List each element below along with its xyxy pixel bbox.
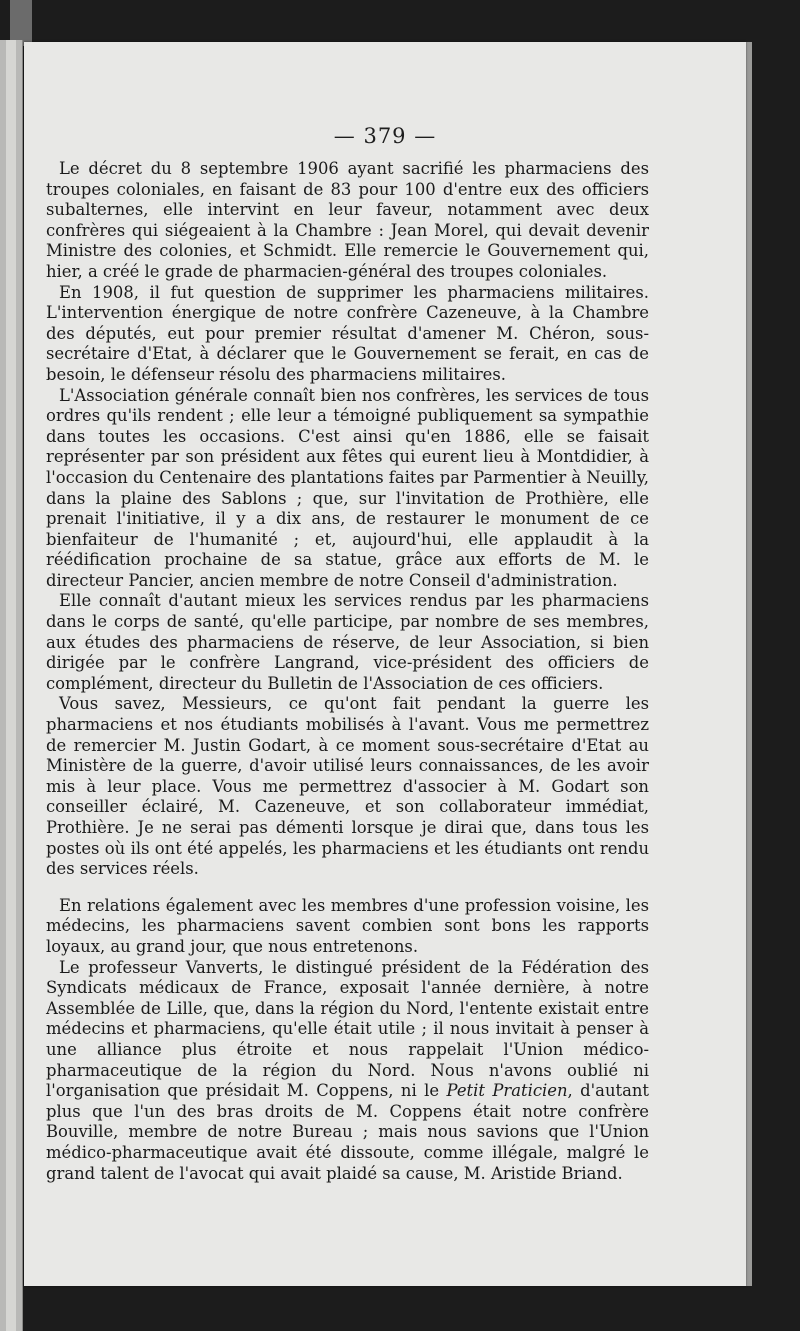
paragraph-decree-1906: Le décret du 8 septembre 1906 ayant sacrifié les pharmaciens des troupes coloniales, en faisant de 83 pour 100 d'entre eux des officiers subalternes, elle intervint en leur faveur, notamment avec deux confrères qui siégeaient à la Chambre : Jean Morel, qui devait devenir Ministre des colonies, et Schmidt. Elle remercie le Gouvernement qui, hier, a créé le grade de pharmacien-général des troupes coloniales. [46, 159, 649, 281]
paragraph-services-rendus: Elle connaît d'autant mieux les services rendus par les pharmaciens dans le corps de santé, qu'elle participe, par nombre de ses membres, aux études des pharmaciens de réserve, de leur Association, si bien dirigée par le confrère Langrand, vice-président des officiers de complément, directeur du Bulletin de l'Association de ces officiers. [46, 591, 649, 693]
previous-page-sliver [6, 40, 16, 1331]
paragraph-vanverts-end: , d'autant plus que l'un des bras droits de M. Coppens était notre confrère Bouville, membre de notre Bureau ; mais nous savions que l'Union médico-pharmaceutique avait été dissoute, comme illégale, malgré le grand talent de l'avocat qui avait plaidé sa cause, M. Aristide Briand. [46, 1081, 650, 1183]
body-text [46, 159, 649, 1184]
paragraph-vanverts-start: Le professeur Vanverts, le distingué président de la Fédération des Syndicats médicaux de France, exposait l'année dernière, à notre Assemblée de Lille, que, dans la région du Nord, l'entente existait entre médecins et pharmaciens, qu'elle était utile ; il nous invitait à penser à une alliance plus étroite et nous rappelait l'Union médico-pharmaceutique de la région du Nord. Nous n'avons oublié ni l'organisation que présidait M. Coppens, ni le [46, 957, 649, 1101]
paragraph-guerre: Vous savez, Messieurs, ce qu'ont fait pendant la guerre les pharmaciens et nos étudiants mobilisés à l'avant. Vous me permettrez de remercier M. Justin Godart, à ce moment sous-secrétaire d'Etat au Ministère de la guerre, d'avoir utilisé leurs connaissances, de les avoir mis à leur place. Vous me permettrez d'associer à M. Godart son conseiller éclairé, M. Cazeneuve, et son collaborateur immédiat, Prothière. Je ne serai pas démenti lorsque je dirai que, dans tous les postes où ils ont été appelés, les pharmaciens et les étudiants ont rendu des services réels. [46, 694, 649, 879]
paragraph-vanverts [46, 958, 649, 1185]
paragraph-association-generale: L'Association générale connaît bien nos confrères, les services de tous ordres qu'ils rendent ; elle leur a témoigné publiquement sa sympathie dans toutes les occasions. C'est ainsi qu'en 1886, elle se faisait représenter par son président aux fêtes qui eurent lieu à Montdidier, à l'occasion du Centenaire des plantations faites par Parmentier à Neuilly, dans la plaine des Sablons ; que, sur l'invitation de Prothière, elle prenait l'initiative, il y a dix ans, de restaurer le monument de ce bienfaiteur de l'humanité ; et, aujourd'hui, elle applaudit à la réédification prochaine de sa statue, grâce aux efforts de M. le directeur Pancier, ancien membre de notre Conseil d'administration. [46, 385, 649, 590]
page-number: — 379 — [333, 124, 437, 148]
page-edge-shadow [746, 42, 752, 1286]
previous-page-edge [0, 40, 23, 1331]
paragraph-1908: En 1908, il fut question de supprimer les pharmaciens militaires. L'intervention énergique de notre confrère Cazeneuve, à la Chambre des députés, eut pour premier résultat d'amener M. Chéron, sous-secrétaire d'Etat, à déclarer que le Gouvernement se ferait, en cas de besoin, le défenseur résolu des pharmaciens militaires. [46, 282, 649, 384]
book-page [24, 42, 746, 1286]
paragraph-relations-medecins: En relations également avec les membres d'une profession voisine, les médecins, les pharmaciens savent combien sont bons les rapports loyaux, au grand jour, que nous entretenons. [46, 895, 649, 956]
petit-praticien-title: Petit Praticien [446, 1081, 568, 1101]
